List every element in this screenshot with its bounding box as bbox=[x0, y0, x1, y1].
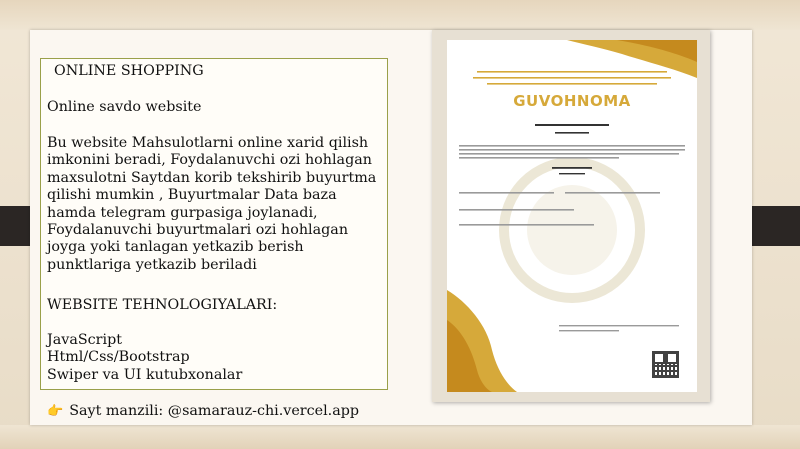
project-title: ONLINE SHOPPING bbox=[54, 63, 204, 79]
project-description bbox=[47, 135, 376, 274]
tech-item: JavaScript bbox=[47, 332, 122, 348]
site-address-label[interactable]: Sayt manzili: @samarauz-chi.vercel.app bbox=[69, 403, 360, 419]
qr-code-icon bbox=[652, 351, 679, 378]
description-line: hamda telegram gurpasiga joylanadi, bbox=[47, 204, 318, 221]
description-line: Foydalanuvchi buyurtmalari ozi hohlagan bbox=[47, 222, 349, 239]
tech-item: Html/Css/Bootstrap bbox=[47, 349, 190, 366]
certificate-title: GUVOHNOMA bbox=[513, 92, 631, 110]
tech-list bbox=[47, 332, 242, 384]
description-line: joyga yoki tanlagan yetkazib berish bbox=[47, 239, 304, 256]
description-line: qilishi mumkin , Buyurtmalar Data baza bbox=[47, 187, 337, 204]
tech-item: Swiper va UI kutubxonalar bbox=[47, 366, 243, 383]
description-line: maxsulotni Saytdan korib tekshirib buyurtma bbox=[47, 169, 377, 186]
certificate-image bbox=[447, 40, 697, 392]
right-dark-band bbox=[752, 206, 800, 246]
left-dark-band bbox=[0, 206, 30, 246]
description-line: Bu website Mahsulotlarni online xarid qilish bbox=[47, 135, 369, 151]
description-line: punktlariga yetkazib beriladi bbox=[47, 256, 257, 273]
project-description-box bbox=[40, 58, 388, 390]
description-line: imkonini beradi, Foydalanuvchi ozi hohlagan bbox=[47, 152, 372, 169]
tech-heading: WEBSITE TEHNOLOGIYALARI: bbox=[47, 297, 278, 313]
background-top bbox=[0, 0, 800, 30]
site-address[interactable] bbox=[47, 403, 359, 419]
project-subtitle: Online savdo website bbox=[47, 99, 202, 115]
background-bottom bbox=[0, 425, 800, 449]
pointing-hand-icon: 👉 bbox=[47, 404, 64, 419]
